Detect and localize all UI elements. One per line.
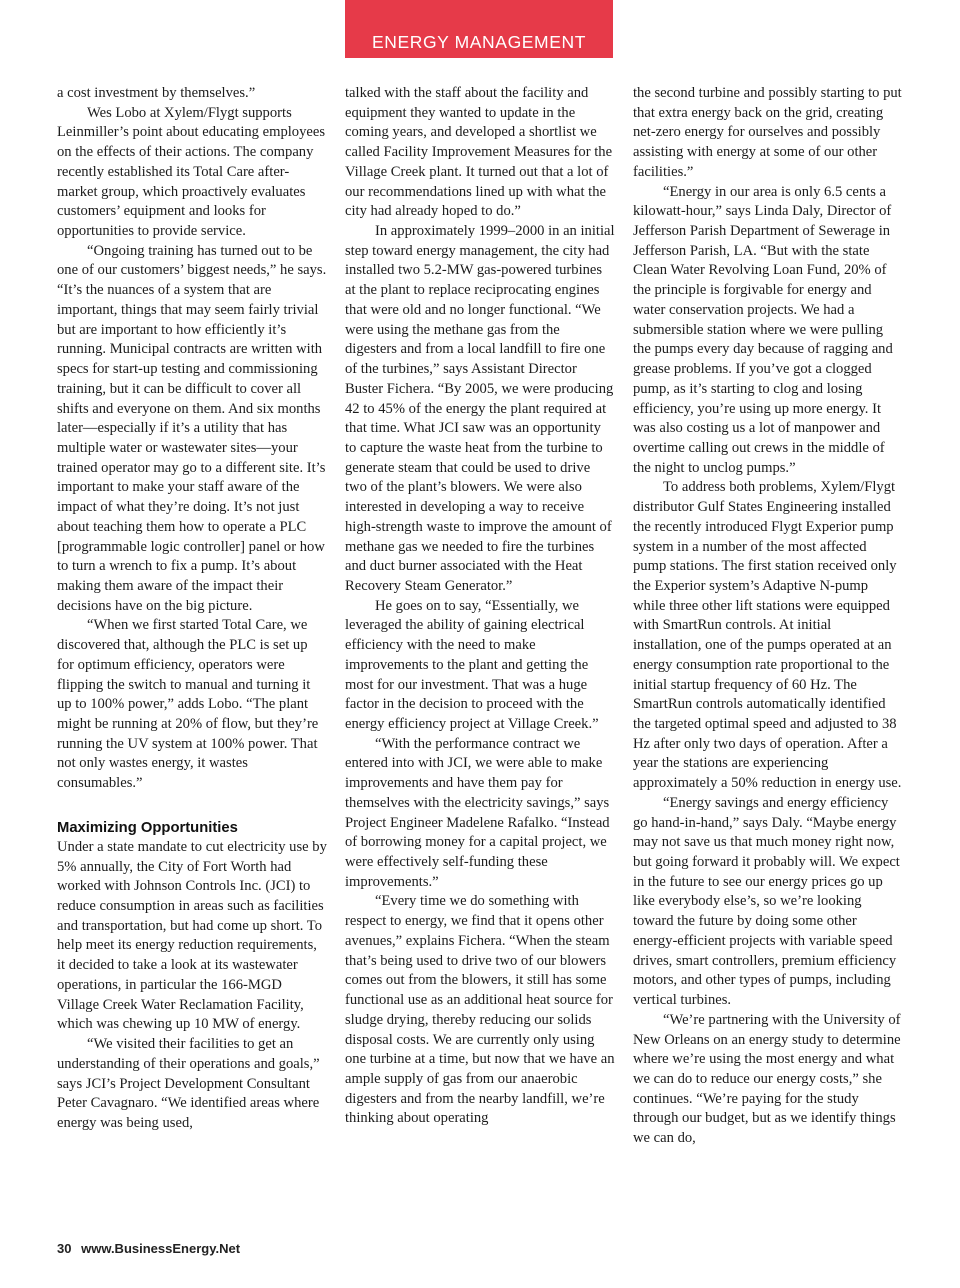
body-paragraph: “Energy savings and energy efficiency go hand-in-hand,” says Daly. “Maybe energy may not save us that much money right now, but going forward it probably will. We expect in the future to see our energy prices go up like everybody else’s, so we’re looking toward the future by doing some other energy-efficient projects with variable speed drives, smart controllers, premium efficiency motors, and other types of pumps, including vertical turbines. [633,794,900,1009]
body-paragraph: He goes on to say, “Essentially, we leveraged the ability of gaining electrical efficiency with the need to make improvements to the plant and getting the most for our investment. That was a huge factor in the decision to proceed with the energy efficiency project at Village Creek.” [345,597,599,732]
page-footer [57,1241,240,1256]
article-column-3 [633,84,903,1149]
body-paragraph: In approximately 1999–2000 in an initial step toward energy management, the city had installed two 5.2-MW gas-powered turbines at the plant to replace reciprocating engines that were old and no longer functional. “We were using the methane gas from the digesters and from a local landfill to fire one of the turbines,” says Assistant Director Buster Fichera. “By 2005, we were producing 42 to 45% of the energy the plant required at that time. What JCI saw was an opportunity to capture the waste heat from the turbine to generate steam that could be used to drive two of the plant’s blowers. We were also interested in developing a way to receive high-strength waste to improve the amount of methane gas we needed to fire the turbines and duct burner associated with the Heat Recovery Steam Generator.” [345,223,615,594]
section-heading: Maximizing Opportunities [57,819,238,836]
body-paragraph: Under a state mandate to cut electricity use by 5% annually, the City of Fort Worth had worked with Johnson Controls Inc. (JCI) to reduce consumption in areas such as facilities and transportation, but had come up short. To help meet its energy reduction requirements, it decided to take a look at its wastewater operations, in particular the 166-MGD Village Creek Water Reclamation Facility, which was chewing up 10 MW of energy. [57,838,327,1033]
section-title: ENERGY MANAGEMENT [371,32,587,52]
body-paragraph: “We visited their facilities to get an understanding of their operations and goals,” says JCI’s Project Development Consultant Peter Cavagnaro. “We identified areas where energy was being used, [57,1036,320,1131]
body-paragraph: To address both problems, Xylem/Flygt distributor Gulf States Engineering installed the recently introduced Flygt Experior pump system in a number of the most affected pump stations. The first station received only the Experior system’s Adaptive N-pump while three other lift stations were equipped with SmartRun controls. At initial installation, one of the pumps operated at an energy consumption rate proportional to the initial startup frequency of 60 Hz. The SmartRun controls automatically identified the targeted optimal speed and adjusted to 38 Hz after only two days of operation. After a year the stations are experiencing approximately a 50% reduction in energy use. [633,479,902,792]
body-paragraph: “Every time we do something with respect to energy, we find that it opens other avenues,” explains Fichera. “When the steam that’s being used to drive two of our blowers comes out from the blowers, it still has some functional use as an additional heat source for sludge drying, thereby reducing our solids disposal costs. We are currently only using one turbine at a time, but now that we have an ample supply of gas from our anaerobic digesters and from the nearby landfill, we’re thinking about operating [345,893,615,1127]
article-column-2 [345,84,615,1129]
article-column-1 [57,84,327,1134]
body-paragraph: the second turbine and possibly starting to put that extra energy back on the grid, creating net-zero energy for ourselves and possibly assisting with energy at some of our other facilities.” [633,85,902,180]
page-number: 30 [57,1241,72,1256]
body-paragraph: “We’re partnering with the University of New Orleans on an energy study to determine where we’re using the most energy and what we can do to reduce our energy costs,” she continues. “We’re paying for the study through our budget, but as we identify things we can do, [633,1011,901,1147]
body-paragraph: “When we first started Total Care, we discovered that, although the PLC is set up for optimum efficiency, operators were flipping the switch to manual and turning it up to 100% power,” adds Lobo. “The plant might be running at 20% of flow, but they’re running the UV system at 100% power. That not only wastes energy, it wastes consumables.” [57,617,319,792]
body-paragraph: Wes Lobo at Xylem/Flygt supports Leinmiller’s point about educating employees on the effects of their actions. The company recently established its Total Care after-market group, which proactively evaluates customers’ equipment and looks for opportunities to provide service. [57,104,326,240]
body-paragraph: a cost investment by themselves.” [57,85,256,101]
body-paragraph: “Energy in our area is only 6.5 cents a kilowatt-hour,” says Linda Daly, Director of Jefferson Parish Department of Sewerage in Jefferson Parish, LA. “But with the state Clean Water Revolving Loan Fund, 20% of the principle is forgivable for energy and water conservation projects. We had a submersible station where we were pulling the pumps every day because of ragging and grease problems. If you’ve got a clogged pump, as it’s starting to clog and losing efficiency, you’re using up more energy. It was also costing us a lot of manpower and overtime calling out crews in the middle of the night to unclog pumps.” [633,183,893,476]
body-paragraph: “Ongoing training has turned out to be one of our customers’ biggest needs,” he says. “It’s the nuances of a system that are important, things that may seem fairly trivial but are important to how efficiently it’s running. Municipal contracts are written with specs for start-up testing and commissioning training, but it can be difficult to cover all shifts and everyone on them. And six months later—especially if it’s a utility that has multiple water or wastewater sites—your trained operator may go to a different site. It’s important to make your staff aware of the impact of what they’re doing. It’s not just about teaching them how to operate a PLC [programmable logic controller] panel or how to turn a wrench to fix a pump. It’s about making them aware of the impact their decisions have on the big picture. [57,242,327,614]
body-paragraph: talked with the staff about the facility and equipment they wanted to update in the coming years, and developed a shortlist we called Facility Improvement Measures for the Village Creek plant. It turned out that a lot of our recommendations lined up with what the city had already hoped to do.” [345,85,613,220]
section-header-tab [345,0,613,58]
body-paragraph: “With the performance contract we entered into with JCI, we were able to make improvements and have them pay for themselves with the electricity savings,” says Project Engineer Madelene Rafalko. “Instead of borrowing money for a capital project, we were effectively self-funding these improvements.” [345,735,610,890]
footer-website-link[interactable]: www.BusinessEnergy.Net [81,1241,241,1256]
